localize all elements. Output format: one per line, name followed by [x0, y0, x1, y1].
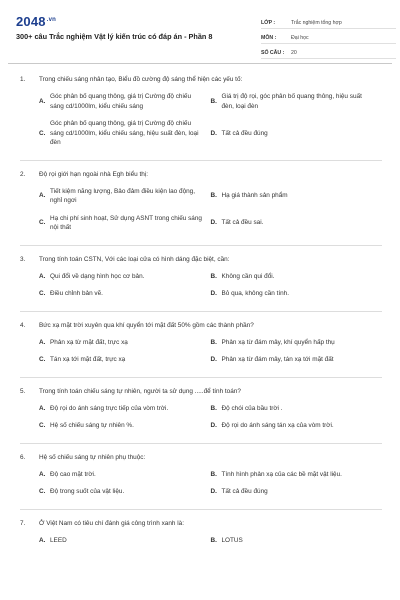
question-text: Trong chiếu sáng nhân tạo, Biểu đồ cường độ sáng thể hiện các yếu tố:	[39, 76, 243, 83]
answer-option-b[interactable]	[211, 338, 383, 348]
answer-options	[20, 338, 382, 373]
option-letter: B.	[210, 536, 217, 544]
question-header	[20, 388, 382, 396]
question-number: 4.	[20, 321, 26, 329]
answer-option-a[interactable]	[39, 338, 211, 348]
divider	[20, 160, 382, 161]
option-letter: B.	[210, 272, 217, 280]
document-title: 300+ câu Trắc nghiệm Vật lý kiến trúc có đáp án - Phần 8	[16, 32, 213, 41]
answer-option-d[interactable]	[211, 289, 383, 299]
option-text: Tiết kiệm năng lượng, Bảo đảm điều kiện lao động, nghỉ ngơi	[50, 187, 196, 204]
question-number: 2.	[20, 170, 26, 178]
meta-row-subject	[261, 29, 396, 44]
divider	[20, 377, 382, 378]
answer-option-c[interactable]	[39, 355, 211, 365]
question-item	[0, 322, 400, 378]
question-item	[0, 520, 400, 554]
question-text: Bức xạ mặt trời xuyên qua khí quyển tới mặt đất 50% gồm các thành phần?	[39, 321, 254, 329]
question-number: 3.	[20, 255, 26, 263]
option-text: Không cần qui đổi.	[221, 272, 275, 280]
option-letter: B.	[210, 470, 217, 478]
option-text: Phản xạ từ mặt đất, trực xạ	[50, 338, 128, 346]
question-text: Ở Việt Nam có tiêu chí đánh giá công trình xanh là:	[39, 519, 184, 527]
answer-option-d[interactable]	[211, 421, 383, 431]
answer-options	[20, 404, 382, 439]
answer-option-d[interactable]	[211, 355, 383, 365]
question-item	[0, 171, 400, 246]
option-letter: D.	[210, 219, 217, 227]
divider	[20, 311, 382, 312]
option-text: Độ cao mặt trời.	[50, 470, 96, 478]
option-text: Tán xạ tới mặt đất, trực xạ	[50, 356, 126, 363]
answer-options	[20, 470, 382, 505]
option-letter: A.	[39, 404, 46, 412]
question-header	[20, 256, 382, 264]
meta-value: 20	[291, 50, 297, 56]
option-letter: B.	[210, 404, 217, 412]
meta-label: SỐ CÂU :	[261, 50, 285, 56]
answer-options	[20, 187, 382, 241]
meta-row-count	[261, 44, 396, 59]
option-letter: C.	[39, 219, 46, 227]
option-text: Tất cả đều đúng	[221, 488, 268, 495]
option-text: Độ trong suốt của vật liệu.	[50, 488, 125, 495]
question-text: Trong tính toán chiếu sáng tự nhiên, người ta sử dụng .....để tính toán?	[39, 387, 241, 395]
option-text: Hạ giá thành sản phẩm	[221, 192, 288, 200]
divider	[20, 509, 382, 510]
divider	[20, 443, 382, 444]
meta-row-class	[261, 14, 396, 29]
option-text: Độ rọi do ánh sáng tán xạ của vòm trời.	[221, 422, 334, 429]
answer-option-b[interactable]	[211, 470, 383, 480]
option-text: Độ rọi do ánh sáng trực tiếp của vòm trời.	[50, 404, 169, 412]
option-text: Qui đổi về dạng hình học cơ bản.	[50, 272, 145, 280]
meta-table	[261, 14, 396, 59]
answer-option-b[interactable]	[211, 187, 383, 206]
option-text: Hệ số chiếu sáng tự nhiên %.	[50, 422, 134, 429]
answer-options	[20, 536, 382, 554]
question-list	[0, 76, 400, 553]
question-number: 1.	[20, 76, 26, 83]
option-letter: A.	[39, 97, 46, 105]
option-text: Giá trị độ rọi, góc phân bố quang thông, hiệu suất đèn, loại đèn	[221, 93, 362, 110]
meta-value: Đại học	[291, 35, 309, 41]
option-text: Phản xạ từ đám mây, khí quyển hấp thụ	[221, 338, 335, 346]
option-text: Tất cả đều sai.	[221, 219, 264, 227]
divider	[20, 245, 382, 246]
question-header	[20, 520, 382, 528]
question-number: 6.	[20, 453, 26, 461]
option-text: Hạ chi phí sinh hoạt, Sử dụng ASNT trong chiếu sáng nội thất	[50, 214, 202, 231]
answer-option-c[interactable]	[39, 487, 211, 497]
answer-option-a[interactable]	[39, 187, 211, 206]
meta-value: Trắc nghiệm tổng hợp	[291, 20, 342, 26]
option-letter: D.	[210, 129, 217, 137]
option-text: Bỏ qua, không cần tính.	[221, 290, 290, 297]
question-number: 5.	[20, 387, 26, 395]
option-text: Góc phân bố quang thông, giá trị Cường độ chiếu sáng cd/1000lm, kiểu chiếu sáng, hiệu suất đèn, loại đèn	[50, 120, 199, 146]
answer-option-d[interactable]	[211, 487, 383, 497]
logo-text: 2048	[16, 14, 46, 29]
meta-label: MÔN :	[261, 35, 277, 41]
option-letter: C.	[39, 290, 46, 297]
option-letter: A.	[39, 536, 46, 544]
answer-option-a[interactable]	[39, 536, 211, 546]
option-letter: D.	[210, 356, 217, 363]
question-number: 7.	[20, 519, 26, 527]
answer-option-b[interactable]	[211, 536, 383, 546]
logo-suffix: .vn	[46, 16, 57, 23]
answer-option-c[interactable]	[39, 214, 211, 233]
option-text: Góc phân bố quang thông, giá trị Cường độ chiếu sáng cd/1000lm, kiểu chiếu sáng	[50, 93, 191, 110]
answer-options	[20, 272, 382, 307]
option-letter: C.	[39, 488, 46, 495]
option-letter: D.	[210, 422, 217, 429]
answer-option-c[interactable]	[39, 119, 211, 148]
answer-option-a[interactable]	[39, 272, 211, 282]
option-letter: B.	[210, 97, 217, 105]
answer-option-b[interactable]	[211, 404, 383, 414]
question-text: Trong tính toán CSTN, Với các loại cửa có hình dáng đặc biệt, cần:	[39, 255, 230, 263]
answer-option-c[interactable]	[39, 289, 211, 299]
question-header	[20, 76, 382, 84]
option-letter: C.	[39, 129, 46, 137]
question-header	[20, 171, 382, 179]
question-text: Độ rọi giới hạn ngoài nhà Egh biểu thị:	[39, 170, 148, 178]
answer-option-b[interactable]	[211, 272, 383, 282]
option-text: Tất cả đều đúng	[221, 129, 268, 137]
answer-option-a[interactable]	[39, 470, 211, 480]
option-text: LOTUS	[221, 536, 243, 544]
option-letter: D.	[210, 290, 217, 297]
option-text: Độ chói của bầu trời .	[221, 404, 283, 412]
answer-option-d[interactable]	[211, 214, 383, 233]
question-header	[20, 322, 382, 330]
question-item	[0, 256, 400, 312]
answer-option-c[interactable]	[39, 421, 211, 431]
question-text: Hệ số chiếu sáng tự nhiên phụ thuộc:	[39, 453, 146, 461]
answer-option-a[interactable]	[39, 92, 211, 111]
question-item	[0, 454, 400, 510]
document-header	[8, 0, 392, 64]
answer-option-d[interactable]	[211, 119, 383, 148]
option-text: Tính hình phản xạ của các bề mặt vật liệu.	[221, 470, 342, 478]
option-letter: A.	[39, 272, 46, 280]
answer-options	[20, 92, 382, 156]
meta-label: LỚP :	[261, 20, 276, 26]
option-letter: C.	[39, 356, 46, 363]
option-text: Phản xạ từ đám mây, tán xạ tới mặt đất	[221, 356, 334, 363]
option-letter: A.	[39, 470, 46, 478]
question-item	[0, 76, 400, 161]
option-text: Điều chỉnh bản vẽ.	[50, 290, 103, 297]
option-text: LEED	[50, 536, 67, 544]
answer-option-a[interactable]	[39, 404, 211, 414]
option-letter: A.	[39, 192, 46, 200]
option-letter: A.	[39, 338, 46, 346]
question-header	[20, 454, 382, 462]
question-item	[0, 388, 400, 444]
option-letter: B.	[210, 192, 217, 200]
site-logo[interactable]	[16, 14, 56, 29]
answer-option-b[interactable]	[211, 92, 383, 111]
option-letter: C.	[39, 422, 46, 429]
option-letter: B.	[210, 338, 217, 346]
option-letter: D.	[210, 488, 217, 495]
